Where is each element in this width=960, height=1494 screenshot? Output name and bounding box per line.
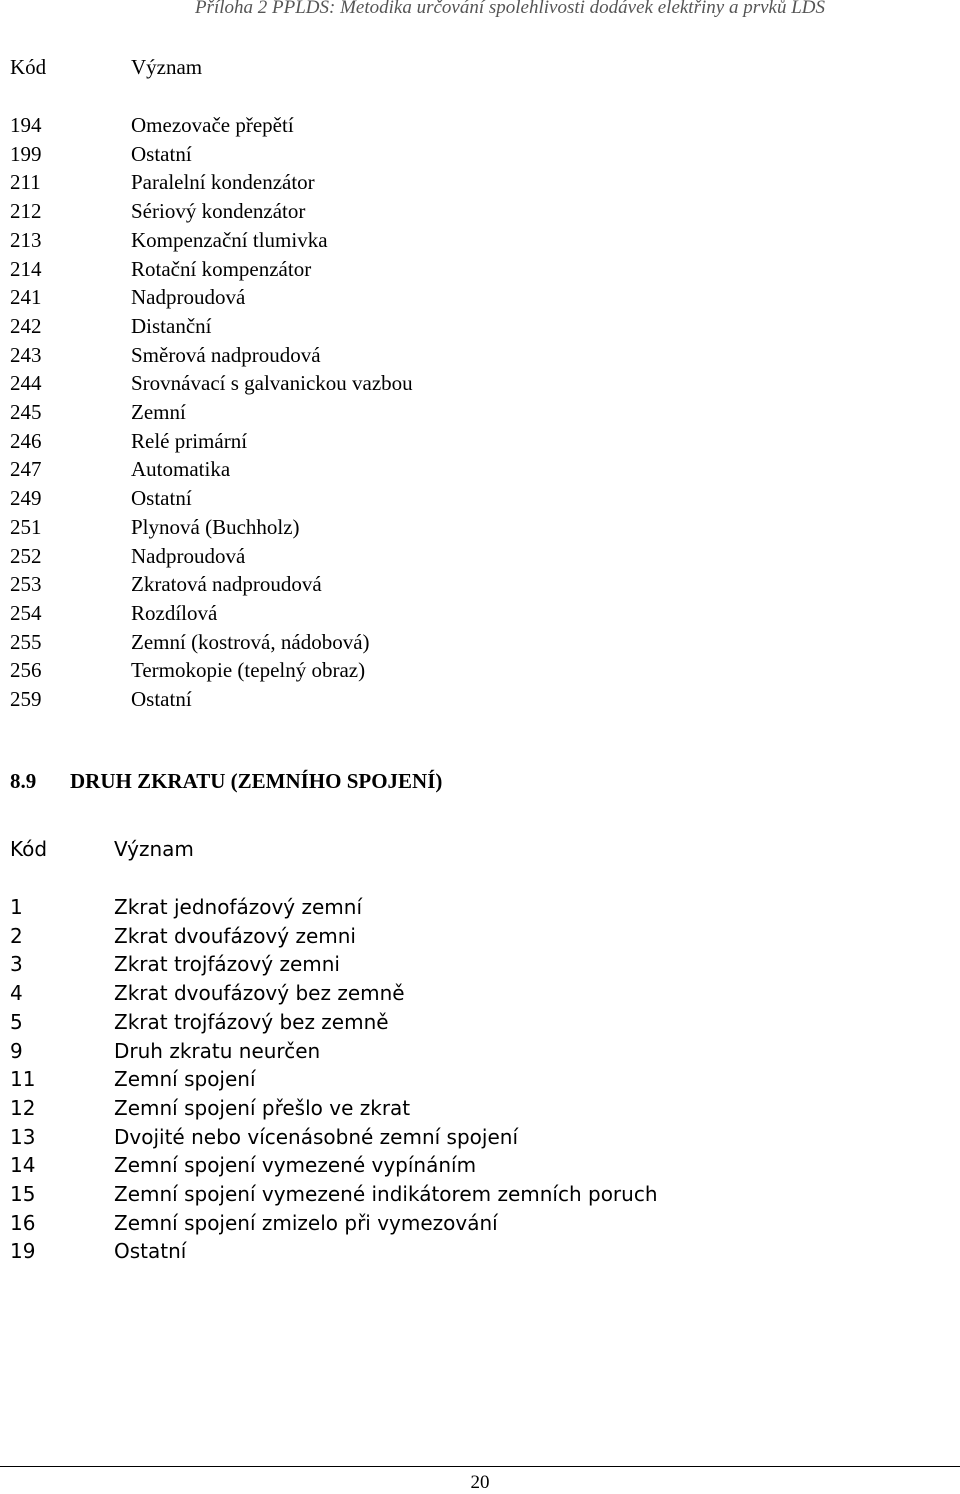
row-code: 242 [10, 313, 42, 338]
column-header-code: Kód [10, 55, 47, 79]
row-code: 212 [10, 199, 42, 224]
row-code: 1 [10, 895, 23, 919]
row-code: 246 [10, 428, 42, 453]
row-meaning: Distanční [131, 313, 212, 338]
row-meaning: Paralelní kondenzátor [131, 170, 315, 195]
row-code: 211 [10, 170, 41, 195]
row-code: 249 [10, 486, 42, 511]
row-meaning: Relé primární [131, 428, 248, 453]
row-code: 4 [10, 981, 23, 1006]
row-meaning: Ostatní [114, 1239, 187, 1264]
row-code: 245 [10, 400, 42, 424]
row-meaning: Zkrat dvoufázový bez zemně [114, 981, 405, 1006]
row-code: 16 [10, 1210, 36, 1235]
row-code: 3 [10, 952, 23, 977]
row-meaning: Sériový kondenzátor [131, 199, 306, 224]
row-code: 15 [10, 1182, 36, 1206]
row-meaning: Zkrat trojfázový zemni [114, 952, 340, 977]
row-code: 213 [10, 227, 42, 252]
row-meaning: Druh zkratu neurčen [114, 1038, 321, 1063]
row-meaning: Zemní [131, 400, 186, 424]
row-code: 241 [10, 285, 42, 310]
row-meaning: Automatika [131, 457, 231, 482]
row-code: 19 [10, 1239, 36, 1264]
row-meaning: Ostatní [131, 486, 192, 511]
row-code: 259 [10, 687, 42, 711]
row-meaning: Kompenzační tlumivka [131, 227, 328, 252]
row-code: 199 [10, 141, 42, 166]
row-meaning: Zemní spojení vymezené indikátorem zemních poruch [114, 1182, 658, 1206]
row-code: 11 [10, 1067, 36, 1092]
row-meaning: Omezovače přepětí [131, 113, 294, 137]
row-meaning: Zemní (kostrová, nádobová) [131, 629, 370, 654]
row-code: 9 [10, 1038, 23, 1063]
row-code: 14 [10, 1153, 36, 1178]
row-meaning: Rotační kompenzátor [131, 256, 312, 281]
row-meaning: Rozdílová [131, 600, 218, 625]
row-meaning: Zkrat jednofázový zemní [114, 895, 363, 919]
row-meaning: Zkrat dvoufázový zemni [114, 923, 356, 948]
column-header-meaning: Význam [114, 837, 194, 861]
row-meaning: Ostatní [131, 141, 192, 166]
row-meaning: Nadproudová [131, 285, 246, 310]
row-code: 256 [10, 658, 42, 683]
row-meaning: Zkratová nadproudová [131, 572, 322, 597]
row-meaning: Zkrat trojfázový bez zemně [114, 1009, 389, 1034]
row-meaning: Nadproudová [131, 543, 246, 568]
row-code: 253 [10, 572, 42, 597]
row-code: 255 [10, 629, 42, 654]
row-code: 12 [10, 1095, 36, 1120]
row-code: 251 [10, 514, 42, 539]
row-meaning: Plynová (Buchholz) [131, 514, 300, 539]
footer-divider [0, 1466, 960, 1467]
row-code: 243 [10, 342, 42, 367]
section-title: DRUH ZKRATU (ZEMNÍHO SPOJENÍ) [70, 769, 443, 793]
row-code: 13 [10, 1124, 36, 1149]
row-meaning: Termokopie (tepelný obraz) [131, 658, 366, 683]
row-meaning: Ostatní [131, 687, 192, 711]
row-meaning: Dvojité nebo vícenásobné zemní spojení [114, 1124, 518, 1149]
row-meaning: Směrová nadproudová [131, 342, 321, 367]
row-code: 252 [10, 543, 42, 568]
column-header-meaning: Význam [131, 55, 203, 79]
row-code: 214 [10, 256, 42, 281]
row-meaning: Zemní spojení přešlo ve zkrat [114, 1095, 411, 1120]
row-code: 5 [10, 1009, 23, 1034]
row-code: 2 [10, 923, 23, 948]
row-code: 194 [10, 113, 42, 137]
row-code: 254 [10, 600, 42, 625]
row-code: 244 [10, 371, 42, 396]
row-code: 247 [10, 457, 42, 482]
row-meaning: Zemní spojení [114, 1067, 256, 1092]
column-header-code: Kód [10, 837, 48, 861]
row-meaning: Zemní spojení vymezené vypínáním [114, 1153, 477, 1178]
section-number: 8.9 [10, 769, 37, 793]
row-meaning: Zemní spojení zmizelo při vymezování [114, 1210, 498, 1235]
page-number: 20 [470, 1472, 490, 1493]
row-meaning: Srovnávací s galvanickou vazbou [131, 371, 413, 396]
page-header: Příloha 2 PPLDS: Metodika určování spolehlivosti dodávek elektřiny a prvků LDS [194, 0, 825, 18]
